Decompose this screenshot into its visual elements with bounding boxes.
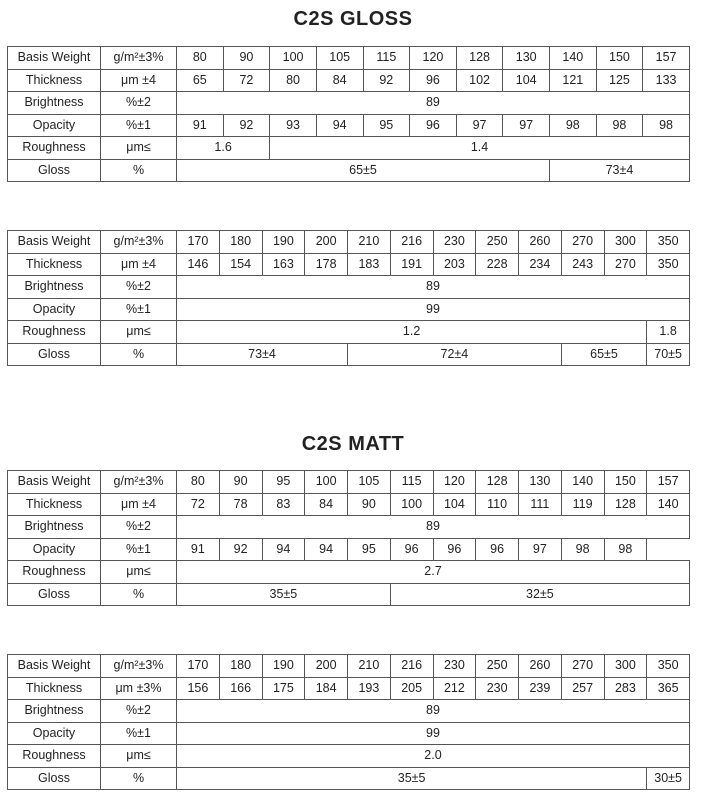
- spec-value-cell: 100: [390, 493, 433, 516]
- row-label: Thickness: [8, 253, 101, 276]
- row-unit: %±1: [101, 538, 177, 561]
- spec-value-cell: 156: [177, 677, 220, 700]
- spec-value-cell: 365: [647, 677, 690, 700]
- spec-value-cell: 98: [596, 114, 643, 137]
- spec-row-basis-weight: [8, 471, 690, 494]
- spec-value-cell: 250: [476, 231, 519, 254]
- c2s-gloss-spec-table-2: [7, 230, 690, 366]
- spec-value-cell: 157: [647, 471, 690, 494]
- row-label: Thickness: [8, 677, 101, 700]
- row-label: Basis Weight: [8, 471, 101, 494]
- row-label: Gloss: [8, 583, 101, 606]
- spec-value-cell: 93: [270, 114, 317, 137]
- row-unit: %±2: [101, 700, 177, 723]
- spec-value-cell: 180: [219, 231, 262, 254]
- spec-value-cell: 128: [604, 493, 647, 516]
- row-label: Basis Weight: [8, 47, 101, 70]
- spec-value-cell: 228: [476, 253, 519, 276]
- spec-value-cell: 210: [348, 655, 391, 678]
- spec-value-cell: 270: [561, 655, 604, 678]
- spec-value-cell: 94: [305, 538, 348, 561]
- spec-value-cell: 95: [262, 471, 305, 494]
- row-label: Opacity: [8, 298, 101, 321]
- spec-value-cell: 94: [316, 114, 363, 137]
- spec-value-cell: 193: [348, 677, 391, 700]
- spec-row-brightness: [8, 276, 690, 299]
- row-label: Thickness: [8, 493, 101, 516]
- spec-value-cell: 125: [596, 69, 643, 92]
- spec-value-cell: 216: [390, 231, 433, 254]
- spec-value-cell: 80: [270, 69, 317, 92]
- row-unit: μm≤: [101, 561, 177, 584]
- row-unit: g/m²±3%: [101, 655, 177, 678]
- spec-value-cell: 92: [223, 114, 270, 137]
- spec-value-cell: 83: [262, 493, 305, 516]
- spec-value-cell: 104: [433, 493, 476, 516]
- spec-row-opacity: [8, 722, 690, 745]
- c2s-matt-spec-table-1: [7, 470, 690, 606]
- row-label: Basis Weight: [8, 231, 101, 254]
- row-unit: %: [101, 343, 177, 366]
- spec-value-cell: 65±5: [561, 343, 647, 366]
- spec-value-cell: 230: [433, 231, 476, 254]
- spec-value-cell: 157: [643, 47, 690, 70]
- spec-value-cell: 163: [262, 253, 305, 276]
- spec-value-cell: 1.6: [177, 137, 270, 160]
- row-unit: %: [101, 767, 177, 790]
- row-label: Opacity: [8, 538, 101, 561]
- row-unit: %±2: [101, 516, 177, 539]
- row-unit: μm ±4: [101, 493, 177, 516]
- spec-value-cell: 105: [348, 471, 391, 494]
- spec-value-cell: 210: [348, 231, 391, 254]
- row-unit: μm≤: [101, 321, 177, 344]
- row-label: Brightness: [8, 700, 101, 723]
- spec-value-cell: 65±5: [177, 159, 550, 182]
- spec-value-cell: 190: [262, 655, 305, 678]
- spec-value-cell: 230: [476, 677, 519, 700]
- spec-value-cell: 105: [316, 47, 363, 70]
- spec-value-cell: 283: [604, 677, 647, 700]
- c2s-matt-spec-table-2: [7, 654, 690, 790]
- spec-value-cell: 78: [219, 493, 262, 516]
- spec-value-cell: 260: [519, 231, 562, 254]
- spec-value-cell: 350: [647, 655, 690, 678]
- spec-value-cell: 80: [177, 47, 224, 70]
- row-unit: g/m²±3%: [101, 471, 177, 494]
- spec-value-cell: 120: [433, 471, 476, 494]
- spec-value-cell: 70±5: [647, 343, 690, 366]
- spec-value-cell: 98: [643, 114, 690, 137]
- row-label: Basis Weight: [8, 655, 101, 678]
- spec-value-cell: 175: [262, 677, 305, 700]
- row-unit: %±1: [101, 722, 177, 745]
- spec-value-cell: 250: [476, 655, 519, 678]
- spec-value-cell: 1.2: [177, 321, 647, 344]
- spec-value-cell: 111: [519, 493, 562, 516]
- spec-row-brightness: [8, 92, 690, 115]
- spec-value-cell: 90: [219, 471, 262, 494]
- row-unit: %±2: [101, 276, 177, 299]
- spec-value-cell: 170: [177, 231, 220, 254]
- spec-value-cell: 96: [410, 114, 457, 137]
- spec-value-cell: 96: [410, 69, 457, 92]
- spec-value-cell: 92: [219, 538, 262, 561]
- spec-row-roughness: [8, 745, 690, 768]
- spec-value-cell: 300: [604, 655, 647, 678]
- spec-value-cell: 90: [348, 493, 391, 516]
- spec-value-cell: 89: [177, 516, 690, 539]
- spec-value-cell: 191: [390, 253, 433, 276]
- spec-value-cell: 115: [390, 471, 433, 494]
- spec-row-roughness: [8, 321, 690, 344]
- spec-value-cell: 99: [177, 722, 690, 745]
- spec-value-cell: 65: [177, 69, 224, 92]
- spec-value-cell: 110: [476, 493, 519, 516]
- spec-row-opacity: [8, 298, 690, 321]
- spec-value-cell: 140: [561, 471, 604, 494]
- spec-row-gloss: [8, 767, 690, 790]
- spec-row-gloss: [8, 583, 690, 606]
- row-label: Gloss: [8, 343, 101, 366]
- row-label: Roughness: [8, 745, 101, 768]
- spec-row-thickness: [8, 69, 690, 92]
- spec-value-cell: 203: [433, 253, 476, 276]
- spec-value-cell: 97: [503, 114, 550, 137]
- spec-value-cell: 350: [647, 231, 690, 254]
- spec-value-cell: 150: [604, 471, 647, 494]
- spec-value-cell: 97: [519, 538, 562, 561]
- spec-value-cell: 99: [177, 298, 690, 321]
- spec-row-thickness: [8, 493, 690, 516]
- spec-value-cell: 212: [433, 677, 476, 700]
- spec-value-cell: 200: [305, 655, 348, 678]
- spec-value-cell: 98: [561, 538, 604, 561]
- spec-value-cell: 72±4: [348, 343, 562, 366]
- spec-value-cell: 200: [305, 231, 348, 254]
- spec-value-cell: 205: [390, 677, 433, 700]
- spec-value-cell: 300: [604, 231, 647, 254]
- c2s-gloss-spec-table-1: [7, 46, 690, 182]
- spec-row-basis-weight: [8, 231, 690, 254]
- spec-row-thickness: [8, 253, 690, 276]
- spec-row-basis-weight: [8, 655, 690, 678]
- spec-row-opacity: [8, 114, 690, 137]
- spec-row-thickness: [8, 677, 690, 700]
- spec-value-cell: 130: [503, 47, 550, 70]
- row-label: Gloss: [8, 159, 101, 182]
- spec-value-cell: 120: [410, 47, 457, 70]
- spec-value-cell: 32±5: [390, 583, 689, 606]
- spec-value-cell: 146: [177, 253, 220, 276]
- spec-value-cell: 1.8: [647, 321, 690, 344]
- row-label: Opacity: [8, 722, 101, 745]
- spec-value-cell: 97: [456, 114, 503, 137]
- row-label: Gloss: [8, 767, 101, 790]
- spec-value-cell: 92: [363, 69, 410, 92]
- row-unit: %±2: [101, 92, 177, 115]
- spec-value-cell: 90: [223, 47, 270, 70]
- spec-value-cell: 94: [262, 538, 305, 561]
- row-unit: μm ±3%: [101, 677, 177, 700]
- row-label: Brightness: [8, 516, 101, 539]
- row-label: Brightness: [8, 276, 101, 299]
- spec-value-cell: 104: [503, 69, 550, 92]
- spec-value-cell: 95: [348, 538, 391, 561]
- spec-row-roughness: [8, 561, 690, 584]
- row-label: Opacity: [8, 114, 101, 137]
- spec-value-cell: 128: [456, 47, 503, 70]
- spec-value-cell: 190: [262, 231, 305, 254]
- spec-value-cell: 35±5: [177, 583, 391, 606]
- spec-value-cell: 72: [223, 69, 270, 92]
- spec-value-cell: 239: [519, 677, 562, 700]
- spec-row-roughness: [8, 137, 690, 160]
- spec-value-cell: 270: [561, 231, 604, 254]
- spec-value-cell: 2.0: [177, 745, 690, 768]
- spec-value-cell: 89: [177, 700, 690, 723]
- spec-value-cell: 73±4: [550, 159, 690, 182]
- spec-value-cell: 128: [476, 471, 519, 494]
- spec-value-cell: 98: [550, 114, 597, 137]
- spec-value-cell: 100: [270, 47, 317, 70]
- spec-value-cell: 119: [561, 493, 604, 516]
- spec-value-cell: 96: [433, 538, 476, 561]
- spec-value-cell: 84: [316, 69, 363, 92]
- row-unit: %: [101, 583, 177, 606]
- section-title-c2s-matt: C2S MATT: [301, 433, 405, 455]
- row-label: Thickness: [8, 69, 101, 92]
- spec-value-cell: 115: [363, 47, 410, 70]
- row-unit: μm≤: [101, 745, 177, 768]
- spec-row-gloss: [8, 159, 690, 182]
- spec-value-cell: 73±4: [177, 343, 348, 366]
- spec-value-cell: 1.4: [270, 137, 690, 160]
- spec-value-cell: 178: [305, 253, 348, 276]
- spec-value-cell: 80: [177, 471, 220, 494]
- spec-value-cell: 96: [476, 538, 519, 561]
- spec-value-cell: 257: [561, 677, 604, 700]
- spec-value-cell: 95: [363, 114, 410, 137]
- spec-value-cell: 130: [519, 471, 562, 494]
- spec-value-cell: 72: [177, 493, 220, 516]
- spec-value-cell: 184: [305, 677, 348, 700]
- spec-row-gloss: [8, 343, 690, 366]
- spec-value-cell: 89: [177, 276, 690, 299]
- row-label: Roughness: [8, 561, 101, 584]
- spec-value-cell: 89: [177, 92, 690, 115]
- spec-row-brightness: [8, 700, 690, 723]
- spec-value-cell: 270: [604, 253, 647, 276]
- spec-value-cell: 180: [219, 655, 262, 678]
- spec-value-cell: 140: [647, 493, 690, 516]
- spec-value-cell: 230: [433, 655, 476, 678]
- spec-value-cell: 96: [390, 538, 433, 561]
- row-label: Roughness: [8, 137, 101, 160]
- spec-value-cell: 234: [519, 253, 562, 276]
- spec-value-cell: 183: [348, 253, 391, 276]
- spec-row-brightness: [8, 516, 690, 539]
- section-title-c2s-gloss: C2S GLOSS: [293, 8, 413, 30]
- spec-value-cell: 150: [596, 47, 643, 70]
- row-unit: g/m²±3%: [101, 47, 177, 70]
- row-unit: μm ±4: [101, 253, 177, 276]
- row-unit: μm ±4: [101, 69, 177, 92]
- spec-value-cell: 166: [219, 677, 262, 700]
- spec-value-cell: 243: [561, 253, 604, 276]
- spec-value-cell: 216: [390, 655, 433, 678]
- row-label: Roughness: [8, 321, 101, 344]
- row-unit: g/m²±3%: [101, 231, 177, 254]
- row-unit: %±1: [101, 298, 177, 321]
- spec-value-cell: 121: [550, 69, 597, 92]
- row-unit: %: [101, 159, 177, 182]
- spec-value-cell: 350: [647, 253, 690, 276]
- spec-value-cell: 98: [604, 538, 647, 561]
- spec-value-cell: 102: [456, 69, 503, 92]
- spec-value-cell: 2.7: [177, 561, 690, 584]
- spec-value-cell: 30±5: [647, 767, 690, 790]
- spec-value-cell: 91: [177, 538, 220, 561]
- row-label: Brightness: [8, 92, 101, 115]
- row-unit: %±1: [101, 114, 177, 137]
- spec-value-cell: 140: [550, 47, 597, 70]
- spec-value-cell: 170: [177, 655, 220, 678]
- spec-value-cell: 84: [305, 493, 348, 516]
- spec-row-basis-weight: [8, 47, 690, 70]
- spec-value-cell: 91: [177, 114, 224, 137]
- row-unit: μm≤: [101, 137, 177, 160]
- spec-row-opacity: [8, 538, 690, 561]
- spec-value-cell: 154: [219, 253, 262, 276]
- spec-value-cell: 133: [643, 69, 690, 92]
- spec-value-cell: 35±5: [177, 767, 647, 790]
- spec-value-cell: 260: [519, 655, 562, 678]
- spec-value-cell: 100: [305, 471, 348, 494]
